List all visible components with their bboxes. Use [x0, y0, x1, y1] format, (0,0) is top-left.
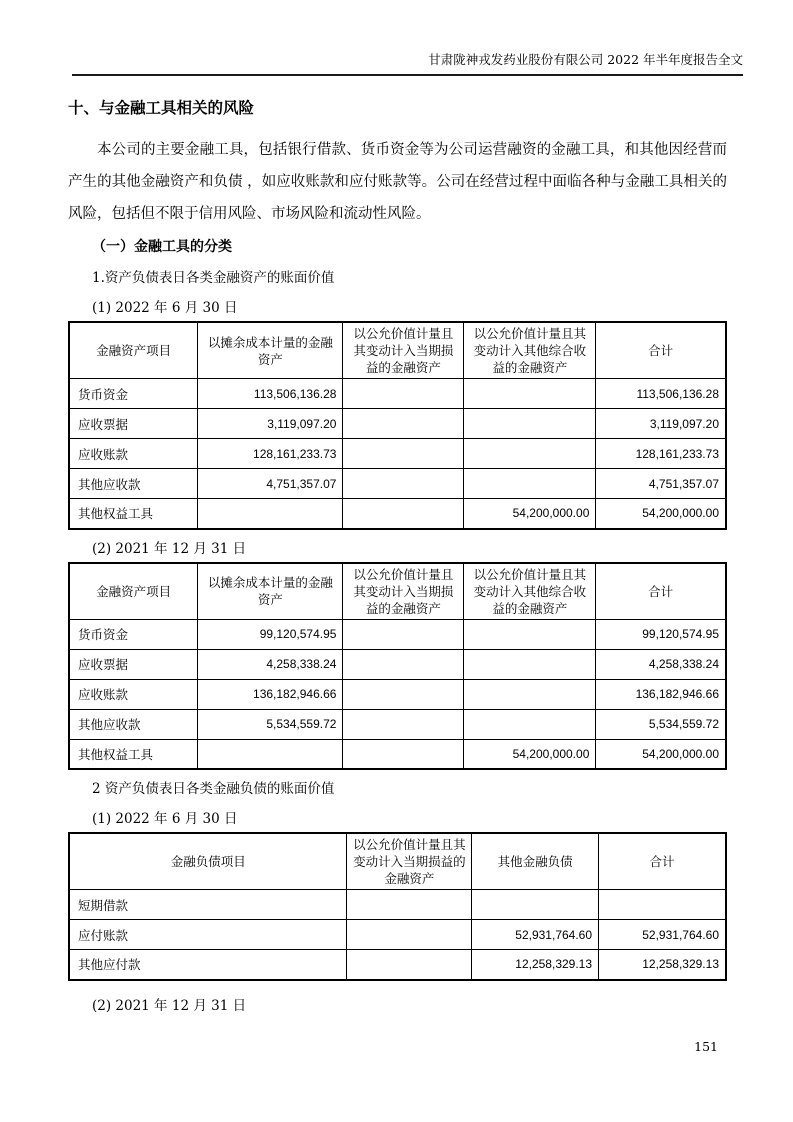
value-cell: 3,119,097.20	[198, 409, 343, 439]
value-cell	[343, 439, 464, 469]
assets-date-2022: (1) 2022 年 6 月 30 日	[92, 300, 238, 316]
row-label-cell: 货币资金	[69, 379, 198, 409]
value-cell: 4,751,357.07	[596, 469, 726, 499]
value-cell	[347, 950, 472, 980]
value-cell	[464, 379, 596, 409]
value-cell: 3,119,097.20	[596, 409, 726, 439]
assets-date-2021: (2) 2021 年 12 月 31 日	[92, 540, 247, 557]
row-label-cell: 应收票据	[69, 409, 198, 439]
report-title: 甘肃陇神戎发药业股份有限公司 2022 年半年度报告全文	[428, 52, 743, 67]
row-label-cell: 其他权益工具	[69, 739, 198, 769]
value-cell: 54,200,000.00	[464, 499, 596, 529]
value-cell: 54,200,000.00	[596, 739, 726, 769]
column-header: 合计	[596, 322, 726, 379]
column-header: 以公允价值计量且其变动计入当期损益的金融资产	[347, 833, 472, 890]
column-header: 以摊余成本计量的金融资产	[198, 563, 343, 620]
table-row	[69, 619, 726, 649]
table-row	[69, 890, 726, 920]
value-cell	[343, 469, 464, 499]
table-row	[69, 739, 726, 769]
value-cell	[343, 499, 464, 529]
value-cell	[472, 890, 599, 920]
value-cell: 4,258,338.24	[596, 649, 726, 679]
value-cell: 5,534,559.72	[198, 709, 343, 739]
column-header: 以公允价值计量且其变动计入其他综合收益的金融资产	[464, 563, 596, 620]
value-cell	[343, 619, 464, 649]
value-cell: 4,751,357.07	[198, 469, 343, 499]
table-row	[69, 409, 726, 439]
value-cell	[464, 409, 596, 439]
value-cell: 113,506,136.28	[596, 379, 726, 409]
row-label-cell: 应收票据	[69, 649, 198, 679]
value-cell: 99,120,574.95	[596, 619, 726, 649]
assets-table-2022	[68, 321, 727, 530]
page-content	[68, 97, 727, 1016]
value-cell	[464, 439, 596, 469]
value-cell	[347, 920, 472, 950]
value-cell	[343, 679, 464, 709]
column-header: 金融负债项目	[69, 833, 347, 890]
table-row	[69, 439, 726, 469]
row-label-cell: 其他应收款	[69, 469, 198, 499]
liabilities-table-2022	[68, 832, 727, 981]
value-cell	[464, 649, 596, 679]
table-row	[69, 379, 726, 409]
value-cell	[464, 709, 596, 739]
value-cell	[198, 739, 343, 769]
row-label-cell: 其他应付款	[69, 950, 347, 980]
table-header-row	[69, 833, 726, 890]
value-cell	[599, 890, 726, 920]
value-cell: 4,258,338.24	[198, 649, 343, 679]
value-cell: 128,161,233.73	[198, 439, 343, 469]
row-label-cell: 其他应收款	[69, 709, 198, 739]
value-cell: 54,200,000.00	[464, 739, 596, 769]
value-cell	[464, 469, 596, 499]
value-cell: 12,258,329.13	[472, 950, 599, 980]
column-header: 金融资产项目	[69, 322, 198, 379]
column-header: 合计	[596, 563, 726, 620]
value-cell: 136,182,946.66	[596, 679, 726, 709]
page-number: 151	[694, 1039, 718, 1054]
value-cell: 113,506,136.28	[198, 379, 343, 409]
liabilities-date-2022: (1) 2022 年 6 月 30 日	[92, 811, 238, 827]
value-cell: 52,931,764.60	[599, 920, 726, 950]
table-row	[69, 649, 726, 679]
table-row	[69, 920, 726, 950]
value-cell	[347, 890, 472, 920]
row-label-cell: 短期借款	[69, 890, 347, 920]
column-header: 合计	[599, 833, 726, 890]
liabilities-date-2021: (2) 2021 年 12 月 31 日	[92, 997, 247, 1014]
page-header	[72, 0, 743, 76]
classification-heading: （一）金融工具的分类	[92, 239, 232, 255]
section-title: 十、与金融工具相关的风险	[68, 99, 255, 117]
row-label-cell: 应收账款	[69, 439, 198, 469]
table-row	[69, 679, 726, 709]
column-header: 以公允价值计量且其变动计入当期损益的金融资产	[343, 563, 464, 620]
row-label-cell: 其他权益工具	[69, 499, 198, 529]
value-cell: 52,931,764.60	[472, 920, 599, 950]
value-cell	[464, 619, 596, 649]
intro-paragraph: 本公司的主要金融工具，包括银行借款、货币资金等为公司运营融资的金融工具，和其他因经营而产生的其他金融资产和负债 ，如应收账款和应付账款等。公司在经营过程中面临各种与金融工具相关的风险，包括但不限于信用风险、市场风险和流动性风险。	[68, 142, 727, 222]
value-cell	[343, 379, 464, 409]
assets-table-2021	[68, 562, 727, 771]
liabilities-heading: 2 资产负债表日各类金融负债的账面价值	[92, 781, 335, 797]
value-cell	[343, 709, 464, 739]
value-cell	[198, 499, 343, 529]
column-header: 以公允价值计量且其变动计入当期损益的金融资产	[343, 322, 464, 379]
row-label-cell: 应付账款	[69, 920, 347, 950]
column-header: 以摊余成本计量的金融资产	[198, 322, 343, 379]
value-cell	[464, 679, 596, 709]
column-header: 以公允价值计量且其变动计入其他综合收益的金融资产	[464, 322, 596, 379]
value-cell: 128,161,233.73	[596, 439, 726, 469]
value-cell: 5,534,559.72	[596, 709, 726, 739]
value-cell: 12,258,329.13	[599, 950, 726, 980]
assets-heading: 1.资产负债表日各类金融资产的账面价值	[92, 270, 335, 286]
table-row	[69, 469, 726, 499]
row-label-cell: 应收账款	[69, 679, 198, 709]
value-cell	[343, 649, 464, 679]
value-cell: 136,182,946.66	[198, 679, 343, 709]
row-label-cell: 货币资金	[69, 619, 198, 649]
table-row	[69, 709, 726, 739]
value-cell	[343, 409, 464, 439]
column-header: 金融资产项目	[69, 563, 198, 620]
table-header-row	[69, 563, 726, 620]
value-cell	[343, 739, 464, 769]
table-header-row	[69, 322, 726, 379]
table-row	[69, 950, 726, 980]
table-row	[69, 499, 726, 529]
value-cell: 54,200,000.00	[596, 499, 726, 529]
value-cell: 99,120,574.95	[198, 619, 343, 649]
column-header: 其他金融负债	[472, 833, 599, 890]
